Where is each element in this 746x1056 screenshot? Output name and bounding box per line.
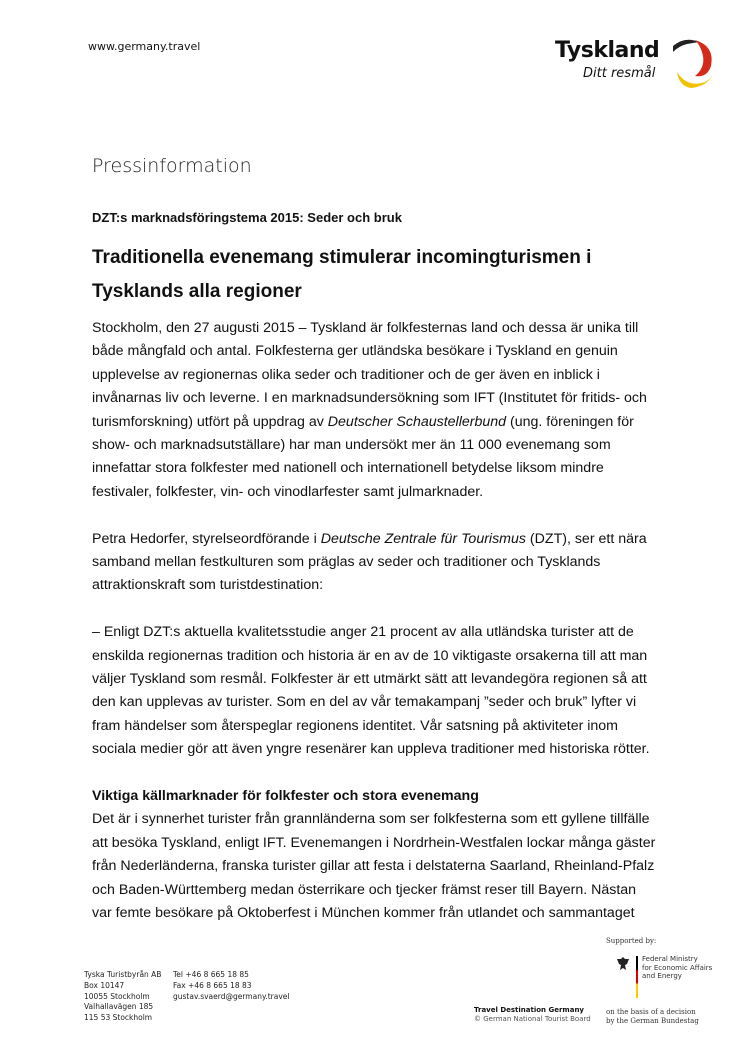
bundestag-basis: [606, 1008, 699, 1025]
text-segment: både mångfald och antal. Folkfesterna ger utländska besökare i Tyskland en genuin: [92, 343, 618, 360]
ministry-name: [642, 955, 712, 981]
paragraph: [92, 317, 692, 504]
text-segment: innefattar stora folkfester med nationell och internationell betydelse liksom mindre: [92, 460, 604, 477]
text-segment: enskilda regionernas tradition och historia är en av de 10 viktigaste orsakerna till att man: [92, 647, 648, 664]
logo-tagline: Ditt resmål: [583, 66, 656, 81]
text-segment: Stockholm, den 27 augusti 2015 – Tyskland är folkfesternas land och dessa är unika till: [92, 320, 639, 336]
text-segment: show- och marknadsutställare) har man undersökt mer än 11 000 evenemang som: [92, 437, 611, 454]
website-url: www.germany.travel: [88, 40, 201, 53]
tdg-name: Travel Destination Germany: [474, 1006, 584, 1014]
text-segment: – Enligt DZT:s aktuella kvalitetsstudie anger 21 procent av alla utländska turister att de: [92, 624, 634, 641]
text-segment: samband mellan festkulturen som präglas av seder och traditioner och Tysklands: [92, 554, 601, 571]
text-segment: turismforskning) utfört på uppdrag av: [92, 413, 328, 430]
italic-name: Deutsche Zentrale für Tourismus: [320, 530, 526, 547]
basis-line: on the basis of a decision: [606, 1008, 696, 1016]
phone: Tel +46 8 665 18 85: [173, 970, 249, 979]
text-segment: festivaler, folkfester, vin- och vinodlarfester samt julmarknader.: [92, 483, 484, 500]
headline: [92, 241, 591, 309]
text-segment: invånarnas liv och leverne. I en marknadsundersökning som IFT (Institutet för fritids- och: [92, 390, 647, 407]
text-line: [92, 738, 692, 761]
text-segment: från Nederländerna, franska turister gillar att festa i delstaterna Saarland, Rheinland-Pfalz: [92, 858, 655, 875]
basis-line: by the German Bundestag: [606, 1016, 699, 1025]
supported-by: Supported by:: [606, 937, 657, 945]
italic-name: Deutscher Schaustellerbund: [327, 413, 507, 430]
text-line: [92, 855, 692, 878]
text-segment: fram händelser som återspeglar regionens identitet. Vår satsning på aktiviteter inom: [92, 717, 618, 734]
text-line: [92, 457, 692, 480]
email-link[interactable]: gustav.svaerd@germany.travel: [173, 991, 290, 1001]
ministry-line: for Economic Affairs: [642, 963, 713, 972]
text-line: [92, 340, 692, 363]
text-line: [92, 317, 692, 340]
text-line: [92, 691, 692, 714]
text-segment: var femte besökare på Oktoberfest i München kommer från utlandet och sammantaget: [92, 905, 635, 922]
text-segment: och Baden-Württemberg medan österrikare och tjecker främst reser till Bayern. Nästan: [92, 881, 637, 898]
paragraph: [92, 528, 692, 598]
text-line: [92, 621, 692, 644]
text-segment: den kan upplevas av turister. Som en del av vår temakampanj ”seder och bruk” lyfter vi: [92, 694, 637, 711]
tdg-block: [474, 1006, 591, 1024]
text-line: [92, 528, 692, 551]
text-line: [92, 645, 692, 668]
text-segment: sociala medier gör att även yngre resenärer kan uppleva traditioner med historiska rötter.: [92, 741, 650, 758]
text-segment: (DZT), ser ett nära: [525, 530, 647, 547]
text-segment: (ung. föreningen för: [506, 413, 634, 430]
headline-line: Tysklands alla regioner: [92, 281, 302, 302]
text-line: [92, 715, 692, 738]
text-segment: upplevelse av regionernas olika seder och traditioner och de ger även en inblick i: [92, 366, 600, 383]
text-line: [92, 574, 692, 597]
tyskland-logo: [555, 32, 725, 92]
headline-line: Traditionella evenemang stimulerar incomingturismen i: [92, 247, 592, 268]
address-line: Tyska Turistbyrån AB: [84, 970, 162, 979]
section-heading: Viktiga källmarknader för folkfester och stora evenemang: [92, 788, 479, 805]
text-line: [92, 832, 692, 855]
german-flag-bar: [636, 956, 638, 998]
text-line: [92, 551, 692, 574]
logo-title: Tyskland: [555, 38, 660, 63]
address-line: 115 53 Stockholm: [84, 1013, 153, 1023]
text-line: [92, 902, 692, 925]
swirl-logo-icon: [665, 32, 717, 92]
paragraph: [92, 621, 692, 761]
address-line: Box 10147: [84, 980, 125, 990]
subtitle: DZT:s marknadsföringstema 2015: Seder och bruk: [92, 210, 402, 225]
text-line: [92, 364, 692, 387]
fax: Fax +46 8 665 18 83: [173, 980, 252, 990]
text-line: [92, 481, 692, 504]
article-body: [92, 317, 692, 949]
ministry-line: Federal Ministry: [642, 955, 698, 963]
tdg-board: © German National Tourist Board: [474, 1015, 591, 1023]
ministry-line: and Energy: [642, 972, 682, 980]
text-line: [92, 411, 692, 434]
paragraph: [92, 785, 692, 925]
text-line: [92, 434, 692, 457]
text-segment: Petra Hedorfer, styrelseordförande i: [92, 530, 321, 547]
text-line: [92, 808, 692, 831]
document-type: Pressinformation: [92, 155, 252, 177]
address-line: 10055 Stockholm: [84, 991, 150, 1001]
text-segment: Det är i synnerhet turister från grannländerna som ser folkfesterna som ett gyllene tillfälle: [92, 811, 650, 828]
text-line: [92, 879, 692, 902]
text-line: [92, 668, 692, 691]
footer-address: [84, 970, 161, 1024]
federal-eagle-icon: [616, 956, 630, 972]
text-segment: väljer Tyskland som resmål. Folkfester är ett utmärkt sätt att levandegöra regionen så att: [92, 671, 647, 688]
footer-contact: [173, 970, 289, 1002]
text-line: [92, 387, 692, 410]
text-segment: attraktionskraft som turistdestination:: [92, 577, 324, 594]
text-segment: att besöka Tyskland, enligt IFT. Evenemangen i Nordrhein-Westfalen lockar många gäster: [92, 834, 656, 851]
address-line: Valhallavägen 185: [84, 1002, 154, 1012]
